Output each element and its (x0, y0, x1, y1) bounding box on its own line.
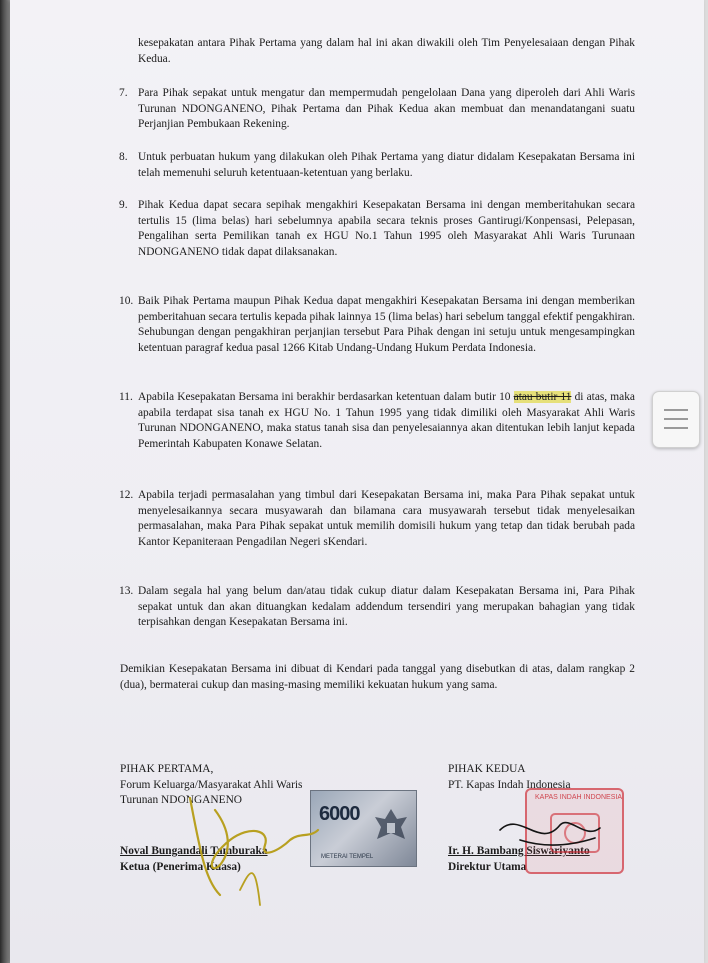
closing-paragraph (120, 662, 635, 693)
stamp-value: 6000 (319, 803, 360, 825)
seal-text: KAPAS INDAH INDONESIA (535, 794, 623, 801)
item-text: Para Pihak sepakat untuk mengatur dan mempermudah pengelolaan Dana yang diperoleh dari Ahli Waris Turunan NDONGANENO, Pihak Pertama dan Pihak Kedua akan membuat dan menandatangani suatu Perjanjian Pembukaan Rekening. (138, 87, 635, 131)
list-item (119, 390, 635, 452)
item-number: 11. (119, 391, 133, 403)
handwritten-signature-icon (160, 770, 330, 910)
item-text: di atas, maka apabila terdapat sisa tanah ex HGU No. 1 Tahun 1995 yang tidak dimiliki oleh Masyarakat Ahli Waris Turunan NDONGANENO, maka status tanah sisa dan penyelesaiannya akan ditentukan lebih lanjut kepada Pemerintah Kabupaten Konawe Selatan. (138, 391, 635, 450)
list-item (119, 294, 635, 356)
hamburger-menu-button[interactable] (652, 391, 700, 448)
item-number: 8. (119, 151, 128, 163)
party-two-org: PT. Kapas Indah Indonesia (448, 778, 571, 791)
list-item (119, 150, 635, 181)
party-one-signer-name: Noval Bungandali Tamburaka (120, 845, 268, 857)
party-one-org: Turunan NDONGANENO (120, 794, 243, 807)
list-item (119, 584, 635, 631)
intro-text: kesepakatan antara Pihak Pertama yang dalam hal ini akan diwakili oleh Tim Penyelesaiaan dengan Pihak Kedua. (138, 37, 635, 65)
garuda-emblem-icon (371, 805, 411, 849)
stamp-label: METERAI TEMPEL (321, 854, 374, 860)
item-number: 13. (119, 585, 134, 597)
handwritten-signature-icon (490, 800, 610, 860)
item-number: 10. (119, 295, 134, 307)
party-one-org: Forum Keluarga/Masyarakat Ahli Waris (120, 778, 303, 791)
party-one-signer-title: Ketua (Penerima Kuasa) (120, 861, 241, 873)
document-page (10, 0, 704, 963)
item-text: Apabila Kesepakatan Bersama ini berakhir berdasarkan ketentuan dalam butir 10 (138, 391, 511, 403)
item-text: Dalam segala hal yang belum dan/atau tidak cukup diatur dalam Kesepakatan Bersama ini, Para Pihak sepakat untuk dan akan dituangkan kedalam addendum tersendiri yang merupakan bahagian yang tidak terpisahkan dengan Kesepakatan Bersama ini. (138, 585, 635, 629)
hamburger-menu-icon (664, 427, 688, 429)
item-number: 7. (119, 87, 128, 99)
item-text: Untuk perbuatan hukum yang dilakukan oleh Pihak Pertama yang diatur didalam Kesepakatan Bersama ini telah memenuhi seluruh ketentuaan-ketentuan yang berlaku. (138, 151, 635, 179)
closing-text: Demikian Kesepakatan Bersama ini dibuat di Kendari pada tanggal yang disebutkan di atas, dalam rangkap 2 (dua), bermaterai cukup dan masing-masing memiliki kekuatan hukum yang sama. (120, 663, 635, 691)
list-item (119, 488, 635, 550)
party-one-heading: PIHAK PERTAMA, (120, 763, 214, 775)
hamburger-menu-icon (664, 409, 688, 411)
party-two-signer-name: Ir. H. Bambang Siswariyanto (448, 845, 590, 857)
party-two-heading: PIHAK KEDUA (448, 763, 526, 775)
item-text: Baik Pihak Pertama maupun Pihak Kedua dapat mengakhiri Kesepakatan Bersama ini dengan memberikan pemberitahuan secara tertulis kepada pihak lainnya 15 (lima belas) hari sebelum tanggal efektif pengakhiran. Sehubungan dengan pengakhiran perjanjian tersebut Para Pihak dengan ini setuju untuk mengesampingkan ketentuan paragraf kedua pasal 1266 Kitab Undang-Undang Hukum Perdata Indonesia. (138, 295, 635, 354)
struck-text: atau butir 11 (513, 391, 572, 403)
intro-paragraph (138, 36, 635, 67)
list-item (119, 86, 635, 133)
item-number: 12. (119, 489, 134, 501)
list-item (119, 198, 635, 260)
item-text: Apabila terjadi permasalahan yang timbul dari Kesepakatan Bersama ini, maka Para Pihak sepakat untuk menyelesaikannya secara musyawarah dan bilamana cara musyawarah tersebut tidak menyelesaikan permasalahan, maka Para Pihak sepakat untuk memilih domisili hukum yang tetap dan tidak berubah pada Kantor Kepaniteraan Pengadilan Negeri sKendari. (138, 489, 635, 548)
item-number: 9. (119, 199, 128, 211)
party-two-signer-title: Direktur Utama (448, 861, 527, 873)
item-text: Pihak Kedua dapat secara sepihak mengakhiri Kesepakatan Bersama ini dengan memberitahukan secara tertulis 15 (lima belas) hari sebelumnya apabila secara teknis proses Gantirugi/Konpensasi, Pelepasan, Pengalihan serta Pemilikan tanah ex HGU No.1 Tahun 1995 oleh Masyarakat Ahli Waris Turunaan NDONGANENO tidak dapat dilaksanakan. (138, 199, 635, 258)
hamburger-menu-icon (664, 418, 688, 420)
